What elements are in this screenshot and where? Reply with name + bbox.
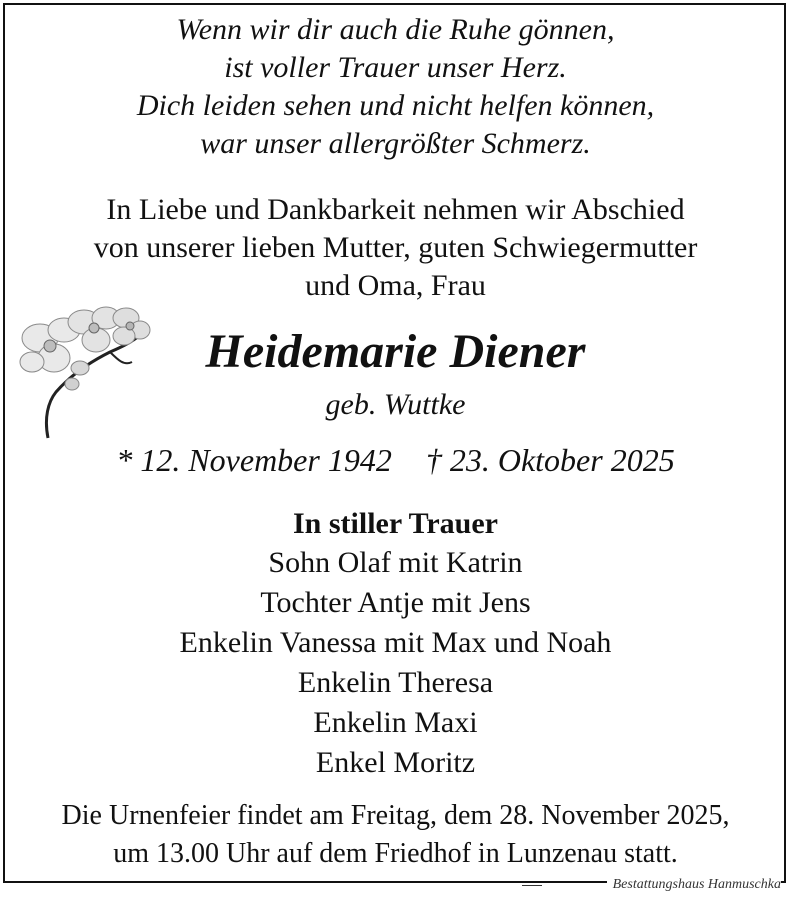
intro-line: und Oma, Frau: [305, 269, 486, 302]
service-line: Die Urnenfeier findet am Freitag, dem 28. November 2025,: [61, 800, 730, 831]
mourner-line: Sohn Olaf mit Katrin: [268, 546, 523, 579]
deceased-name: Heidemarie Diener: [205, 325, 586, 378]
poem-line: Dich leiden sehen und nicht helfen können,: [136, 89, 655, 122]
birth-date: * 12. November 1942: [116, 442, 392, 478]
service-line: um 13.00 Uhr auf dem Friedhof in Lunzenau statt.: [113, 838, 678, 869]
intro-line: von unserer lieben Mutter, guten Schwiegermutter: [93, 231, 698, 264]
mourner-line: Enkelin Vanessa mit Max und Noah: [179, 626, 612, 659]
funeral-home-credit: Bestattungshaus Hanmuschka: [607, 876, 781, 894]
mourner-line: Enkelin Theresa: [297, 666, 494, 699]
mourner-line: Enkel Moritz: [315, 746, 476, 779]
mourners-title: In stiller Trauer: [293, 507, 498, 540]
mourner-line: Tochter Antje mit Jens: [260, 586, 531, 619]
deceased-birth-name: geb. Wuttke: [325, 388, 466, 421]
poem-line: ist voller Trauer unser Herz.: [224, 51, 567, 84]
mourner-line: Enkelin Maxi: [313, 706, 478, 739]
deceased-dates: [0, 440, 791, 480]
intro-line: In Liebe und Dankbarkeit nehmen wir Abschied: [106, 193, 685, 226]
footer-divider: [522, 885, 542, 886]
poem-line: Wenn wir dir auch die Ruhe gönnen,: [176, 13, 615, 46]
death-date: † 23. Oktober 2025: [425, 442, 675, 478]
poem-line: war unser allergrößter Schmerz.: [200, 127, 591, 160]
